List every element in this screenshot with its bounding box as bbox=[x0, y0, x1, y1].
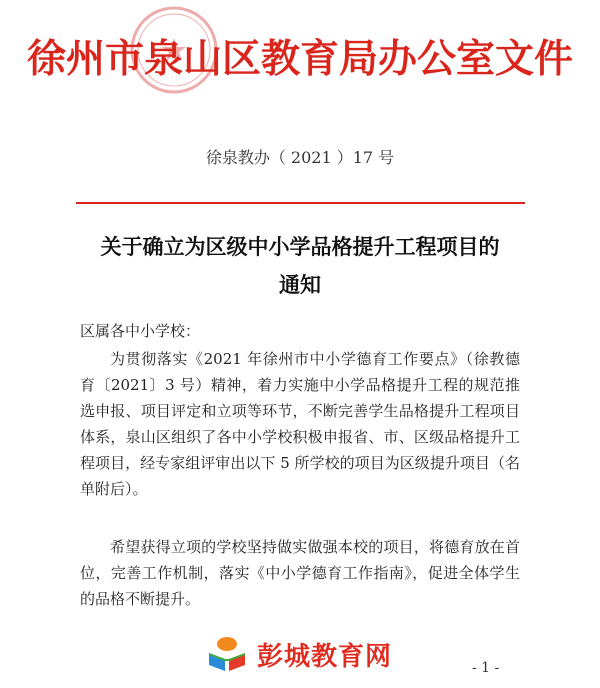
books-logo-icon bbox=[205, 635, 249, 673]
paragraph-2-text: 希望获得立项的学校坚持做实做强本校的项目，将德育放在首位，完善工作机制，落实《中小学德育工作指南》，促进全体学生的品格不断提升。 bbox=[80, 538, 520, 608]
title-line-2: 通知 bbox=[279, 272, 321, 297]
paragraph-2 bbox=[80, 534, 520, 612]
document-number: 徐泉教办（ 2021 ）17 号 bbox=[205, 148, 395, 167]
paragraph-1 bbox=[80, 346, 520, 502]
site-watermark bbox=[205, 634, 392, 674]
page-number: - 1 - bbox=[472, 660, 500, 676]
paragraph-1-text: 为贯彻落实《2021 年徐州市中小学德育工作要点》（徐教德育〔2021〕3 号）精神，着力实施中小学品格提升工程的规范推选申报、项目评定和立项等环节，不断完善学生品格提升工程项目体系，泉山区组织了各中小学校积极申报省、市、区级品格提升工程项目，经专家组评审出以下 5 所学校的项目为区级提升项目（名单附后）。 bbox=[80, 350, 520, 498]
title-line-1: 关于确立为区级中小学品格提升工程项目的 bbox=[100, 234, 500, 259]
salutation: 区属各中小学校： bbox=[80, 322, 201, 340]
watermark-text: 彭城教育网 bbox=[257, 641, 393, 672]
document-header: 徐州市泉山区教育局办公室文件 bbox=[26, 36, 573, 82]
document-title bbox=[60, 228, 540, 304]
red-divider bbox=[76, 202, 525, 204]
